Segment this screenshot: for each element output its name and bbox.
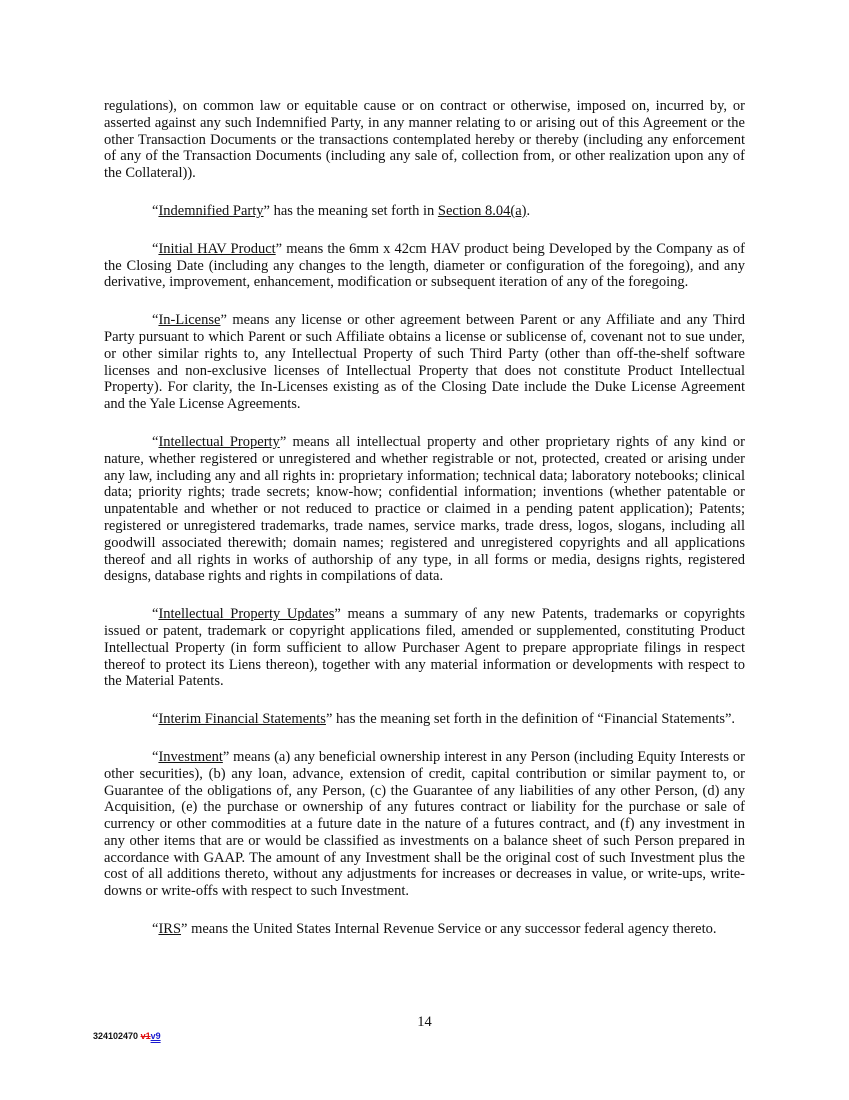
paragraph-text: ” means the United States Internal Revenue Service or any successor federal agency thereto.: [181, 921, 717, 938]
defined-term: Indemnified Party: [158, 202, 264, 219]
definition-paragraph: [104, 711, 745, 728]
paragraph-text: “: [152, 748, 159, 765]
paragraph-text: ” has the meaning set forth in the definition of “Financial Statements”.: [325, 711, 736, 728]
paragraph-text: regulations), on common law or equitable cause or on contract or otherwise, imposed on, incurred by, or asserted against any such Indemnified Party, in any manner relating to or arising out of this Agreement or the other Transaction Documents or the transactions contemplated hereby or thereby (including any enforcement of any of the Transaction Documents (including any sale of, collection from, or other realization upon any of the Collateral)).: [104, 98, 745, 182]
inserted-version: v9: [150, 1031, 161, 1041]
paragraph-text: “: [152, 711, 159, 728]
definition-paragraph: [104, 921, 745, 938]
paragraph-text: “: [152, 606, 159, 623]
defined-term: Intellectual Property Updates: [158, 606, 335, 623]
paragraph-text: “: [152, 921, 159, 938]
paragraph-text: “: [152, 240, 159, 257]
deleted-version: v1: [140, 1031, 151, 1041]
paragraph-text: ” means any license or other agreement between Parent or any Affiliate and any Third Party pursuant to which Parent or such Affiliate obtains a license or sublicense of, covenant not to sue under, or other similar rights to, any Intellectual Property of such Third Party (other than off-the-shelf software licenses and non-exclusive licenses of Intellectual Property that does not constitute Product Intellectual Property). For clarity, the In-Licenses existing as of the Closing Date include the Duke License Agreement and the Yale License Agreements.: [104, 312, 745, 413]
definition-paragraph: [104, 203, 745, 220]
definition-paragraph: [104, 749, 745, 900]
paragraph-text: .: [526, 202, 531, 219]
definition-paragraph: [104, 434, 745, 585]
paragraph-text: ” means a summary of any new Patents, trademarks or copyrights issued or patent, trademark or copyright applications filed, amended or supplemented, constituting Product Intellectual Property (in form sufficient to allow Purchaser Agent to prepare appropriate filings in respect thereof to protect its Liens thereon), together with any material information or developments with respect to the Material Patents.: [104, 606, 745, 690]
definition-paragraph: [104, 312, 745, 413]
definition-paragraph: [104, 241, 745, 291]
page-number: 14: [417, 1014, 432, 1030]
continued-paragraph: [104, 98, 745, 182]
paragraph-text: ” means (a) any beneficial ownership interest in any Person (including Equity Interests or other securities), (b) any loan, advance, extension of credit, capital contribution or similar payment to, or Guarantee of the obligations of, any Person, (c) the Guarantee of any liabilities of any other Person, (d) any Acquisition, (e) the purchase or ownership of any futures contract or liability for the purchase or sale of currency or other commodities at a future date in the nature of a futures contract, and (f) any investment in any other items that are or would be classified as investments on a balance sheet of such Person prepared in accordance with GAAP. The amount of any Investment shall be the original cost of such Investment plus the cost of all additions thereto, without any adjustments for increases or decreases in value, or write-ups, write-downs or write-offs with respect to such Investment.: [104, 748, 745, 900]
defined-term: Investment: [158, 748, 223, 765]
document-body: [104, 98, 745, 959]
definition-paragraph: [104, 606, 745, 690]
defined-term: Initial HAV Product: [158, 240, 276, 257]
doc-id: 324102470: [93, 1031, 141, 1041]
paragraph-text: “: [152, 433, 159, 450]
defined-term: Section 8.04(a): [437, 202, 527, 219]
defined-term: In-License: [158, 312, 221, 329]
defined-term: IRS: [158, 921, 182, 938]
paragraph-text: ” means the 6mm x 42cm HAV product being Developed by the Company as of the Closing Date (including any changes to the length, diameter or configuration of the foregoing), and any derivative, improvement, enhancement, modification or subsequent iteration of any of the foregoing.: [104, 240, 745, 291]
defined-term: Intellectual Property: [158, 433, 280, 450]
document-footer-id: [93, 1031, 161, 1041]
paragraph-text: “: [152, 202, 159, 219]
defined-term: Interim Financial Statements: [158, 711, 326, 728]
paragraph-text: ” has the meaning set forth in: [263, 202, 438, 219]
paragraph-text: “: [152, 312, 159, 329]
paragraph-text: ” means all intellectual property and other proprietary rights of any kind or nature, whether registered or unregistered and whether registrable or not, protected, created or arising under any law, including any and all rights in: proprietary information; technical data; laboratory notebooks; clinical data; priority rights; trade secrets; know-how; confidential information; inventions (whether patentable or unpatentable and whether or not reduced to practice or claimed in a pending patent application); Patents; registered or unregistered trademarks, trade names, service marks, trade dress, logos, slogans, including all goodwill associated therewith; domain names; registered and unregistered copyrights and all applications thereof and all rights in works of authorship of any type, in all forms or media, designs rights, registered designs, database rights and rights in compilations of data.: [104, 433, 745, 585]
